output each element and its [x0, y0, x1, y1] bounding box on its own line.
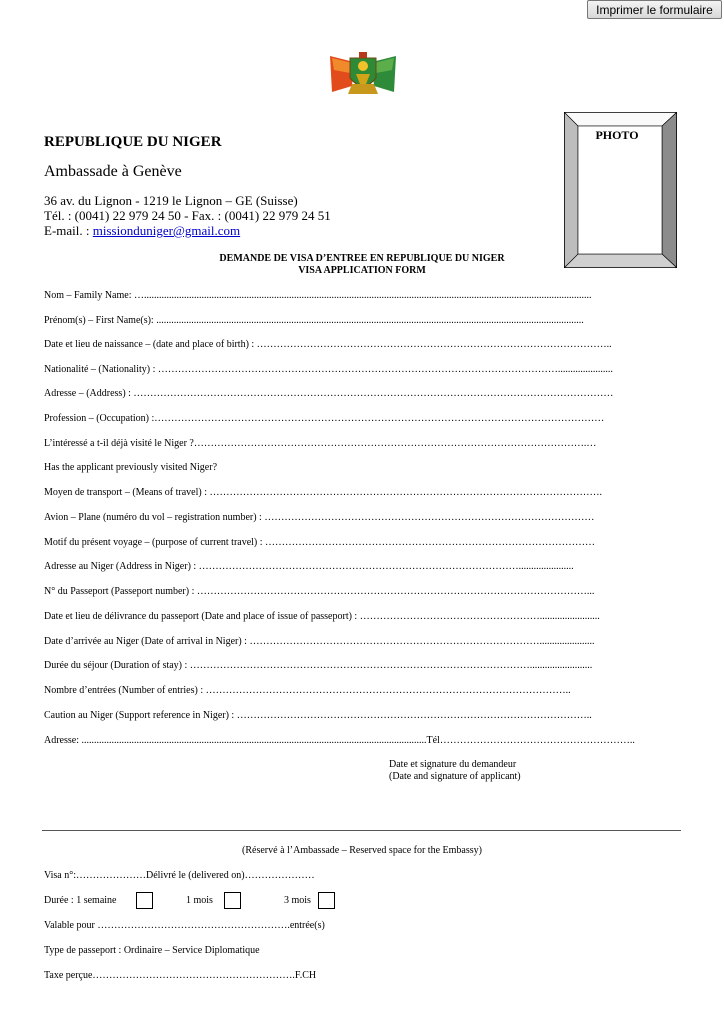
- passport-type-line: Type de passeport : Ordinaire – Service Diplomatique: [44, 945, 260, 956]
- embassy-phone-fax: Tél. : (0041) 22 979 24 50 - Fax. : (0041) 22 979 24 51: [44, 208, 331, 223]
- field-address[interactable]: Adresse – (Address) : ………………………………………………………………………………………………………………………………: [44, 388, 614, 399]
- field-nationality[interactable]: Nationalité – (Nationality) : …………………………………………………………………………………………………………......................: [44, 364, 613, 375]
- field-previously-visited[interactable]: L’intéressé a t-il déjà visité le Niger ?……………………………………………………………………………………………………….…: [44, 438, 597, 449]
- field-entries[interactable]: Nombre d’entrées (Number of entries) : ………………………………………………………………………………………………..: [44, 685, 571, 696]
- embassy-email-line: [44, 223, 240, 239]
- checkbox-one-month[interactable]: [224, 892, 241, 909]
- applicant-signature: [389, 759, 521, 783]
- tel-label: Tél…………………………………………………..: [426, 735, 635, 746]
- email-label: E-mail. :: [44, 223, 93, 238]
- form-title-fr: DEMANDE DE VISA D’ENTREE EN REPUBLIQUE DU NIGER: [219, 253, 505, 264]
- field-occupation[interactable]: Profession – (Occupation) :………………………………………………………………………………………………………………………: [44, 413, 605, 424]
- duration-three-months-label: 3 mois: [284, 895, 311, 906]
- field-purpose[interactable]: Motif du présent voyage – (purpose of current travel) : ………………………………………………………………………………………: [44, 537, 596, 548]
- tax-line: Taxe perçue…………………………………………………….F.CH: [44, 970, 317, 981]
- reserved-embassy-heading: (Réservé à l’Ambassade – Reserved space for the Embassy): [242, 845, 482, 856]
- checkbox-one-week[interactable]: [136, 892, 153, 909]
- field-address-niger[interactable]: Adresse au Niger (Address in Niger) : ……………………………………………………………………………………......................: [44, 561, 574, 572]
- form-title: [0, 253, 724, 277]
- duration-one-month-label: 1 mois: [186, 895, 213, 906]
- field-arrival-date[interactable]: Date d’arrivée au Niger (Date of arrival in Niger) : ……………………………………………………………………………......................: [44, 636, 595, 647]
- email-link[interactable]: missionduniger@gmail.com: [92, 223, 241, 238]
- field-support-reference[interactable]: Caution au Niger (Support reference in Niger) : ……………………………………………………………………………………………..: [44, 710, 592, 721]
- republic-title: REPUBLIQUE DU NIGER: [44, 134, 222, 150]
- field-means-of-travel[interactable]: Moyen de transport – (Means of travel) : ……………………………………………………………………………………………………….: [44, 487, 603, 498]
- signature-fr: Date et signature du demandeur: [389, 759, 517, 770]
- address-label: Adresse: ..........................................................................................................................................: [44, 735, 427, 746]
- field-passport-number[interactable]: N° du Passeport (Passeport number) : ………………………………………………………………………………………………………...: [44, 586, 595, 597]
- field-address-tel[interactable]: [44, 735, 635, 746]
- valid-for-line: Valable pour ………………………………………………….entrée(s): [44, 920, 325, 931]
- photo-label: PHOTO: [595, 128, 639, 142]
- visa-number-line: Visa n°:…………………Délivré le (delivered on)…………………: [44, 870, 315, 881]
- checkbox-three-months[interactable]: [318, 892, 335, 909]
- field-family-name[interactable]: Nom – Family Name: …...................................................................................................................................................................................: [44, 290, 592, 301]
- field-birth[interactable]: Date et lieu de naissance – (date and place of birth) : ……………………………………………………………………………………………..: [44, 339, 612, 350]
- field-passport-issue[interactable]: Date et lieu de délivrance du passeport (Date and place of issue of passeport) : ………………………………………………........................: [44, 611, 600, 622]
- field-duration[interactable]: Durée du séjour (Duration of stay) : ………………………………………………………………………………………….........................: [44, 660, 593, 671]
- form-title-en: VISA APPLICATION FORM: [298, 265, 426, 276]
- embassy-title: Ambassade à Genève: [44, 163, 182, 180]
- duration-week-label: Durée : 1 semaine: [44, 895, 117, 906]
- field-first-name[interactable]: Prénom(s) – First Name(s): ...........................................................................................................................................................................: [44, 315, 584, 326]
- field-previously-visited-en: Has the applicant previously visited Niger?: [44, 462, 218, 473]
- field-flight-number[interactable]: Avion – Plane (numéro du vol – registration number) : ………………………………………………………………………………………: [44, 512, 595, 523]
- signature-en: (Date and signature of applicant): [389, 771, 521, 782]
- niger-coat-of-arms-icon: [326, 48, 400, 98]
- section-divider: [42, 830, 681, 831]
- print-form-button[interactable]: Imprimer le formulaire: [587, 0, 722, 19]
- embassy-address: 36 av. du Lignon - 1219 le Lignon – GE (Suisse): [44, 193, 298, 208]
